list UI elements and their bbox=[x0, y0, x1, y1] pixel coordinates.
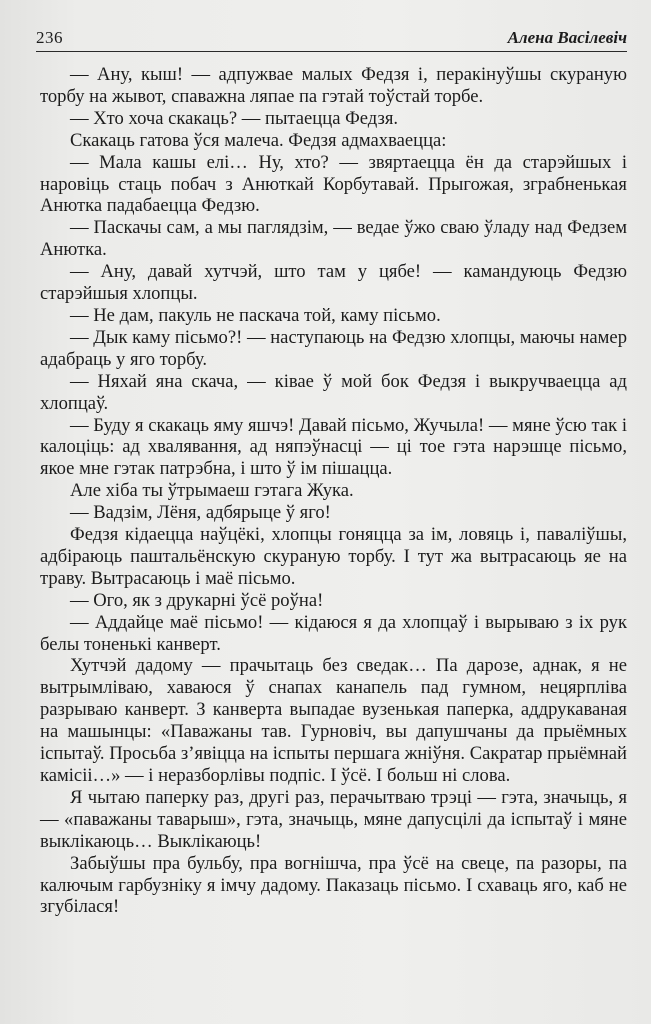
paragraph: Скакаць гатова ўся малеча. Федзя адмахваецца: bbox=[70, 129, 447, 151]
page-number: 236 bbox=[36, 28, 63, 47]
paragraph: — Ану, кыш! — адпужвае малых Федзя і, перакінуўшы скураную торбу на жывот, спаважна ляпае па гэтай тоўстай торбе. bbox=[40, 64, 627, 107]
paragraph: Хутчэй дадому — прачытаць без сведак… Па дарозе, аднак, я не вытрымліваю, хаваюся ў снапах канапель пад гумном, нецярпліва разрываю канверт. З канверта выпадае вузенькая паперка, аддрукаваная на машынцы: «Паважаны тав. Гурновіч, вы дапушчаны да прыёмных іспытаў. Просьба з’явіцца на іспыты першага жніўня. Сакратар прыёмнай камісіі…» — і неразборлівы подпіс. І ўсё. І больш ні слова. bbox=[40, 655, 627, 786]
paragraph: — Няхай яна скача, — ківае ў мой бок Федзя і выкручваецца ад хлопцаў. bbox=[40, 370, 627, 414]
paragraph: Я чытаю паперку раз, другі раз, перачытваю трэці — гэта, значыць, я — «паважаны таварыш», гэта, значыць, мяне дапусцілі да іспытаў і мяне выклікаюць… Выклікаюць! bbox=[40, 786, 627, 852]
paragraph: — Дык каму пісьмо?! — наступаюць на Федзю хлопцы, маючы намер адабраць у яго торбу. bbox=[40, 326, 627, 370]
paragraph: Забыўшы пра бульбу, пра вогнішча, пра ўсё на свеце, па разоры, па калючым гарбузніку я імчу дадому. Паказаць пісьмо. І схаваць яго, каб не згубілася! bbox=[40, 852, 627, 918]
paragraph: — Ану, давай хутчэй, што там у цябе! — камандуюць Федзю старэйшыя хлопцы. bbox=[40, 261, 627, 305]
paragraph: — Аддайце маё пісьмо! — кідаюся я да хлопцаў і вырываю з іх рук белы тоненькі канверт. bbox=[40, 611, 627, 655]
paragraph: Але хіба ты ўтрымаеш гэтага Жука. bbox=[70, 480, 354, 502]
running-header bbox=[36, 22, 627, 52]
paragraph: — Не дам, пакуль не паскача той, каму пісьмо. bbox=[70, 304, 441, 326]
paragraph: — Вадзім, Лёня, адбярыце ў яго! bbox=[70, 502, 331, 524]
running-title: Алена Васілевіч bbox=[507, 28, 627, 47]
paragraph: — Мала кашы елі… Ну, хто? — звяртаецца ён да старэйшых і наровіць стаць побач з Анюткай Корбутавай. Прыгожая, зграбненькая Анютка падабаецца Федзю. bbox=[40, 151, 627, 217]
paragraph: Федзя кідаецца наўцёкі, хлопцы гоняцца за ім, ловяць і, паваліўшы, адбіраюць паштальёнскую скураную торбу. І тут жа вытрасаюць яе на траву. Вытрасаюць і маё пісьмо. bbox=[40, 524, 627, 589]
paragraph: — Паскачы сам, а мы паглядзім, — ведае ўжо сваю ўладу над Федзем Анютка. bbox=[40, 217, 627, 261]
paragraph: — Буду я скакаць яму яшчэ! Давай пісьмо, Жучыла! — мяне ўсю так і калоціць: ад хвалявання, ад няпэўнасці — ці тое гэта нарэшце пісьмо, якое мне гэтак патрэбна, і што ў ім пішацца. bbox=[40, 414, 627, 480]
body-text bbox=[40, 64, 627, 918]
paragraph: — Ого, як з друкарні ўсё роўна! bbox=[70, 589, 324, 611]
paragraph: — Хто хоча скакаць? — пытаецца Федзя. bbox=[70, 107, 399, 129]
